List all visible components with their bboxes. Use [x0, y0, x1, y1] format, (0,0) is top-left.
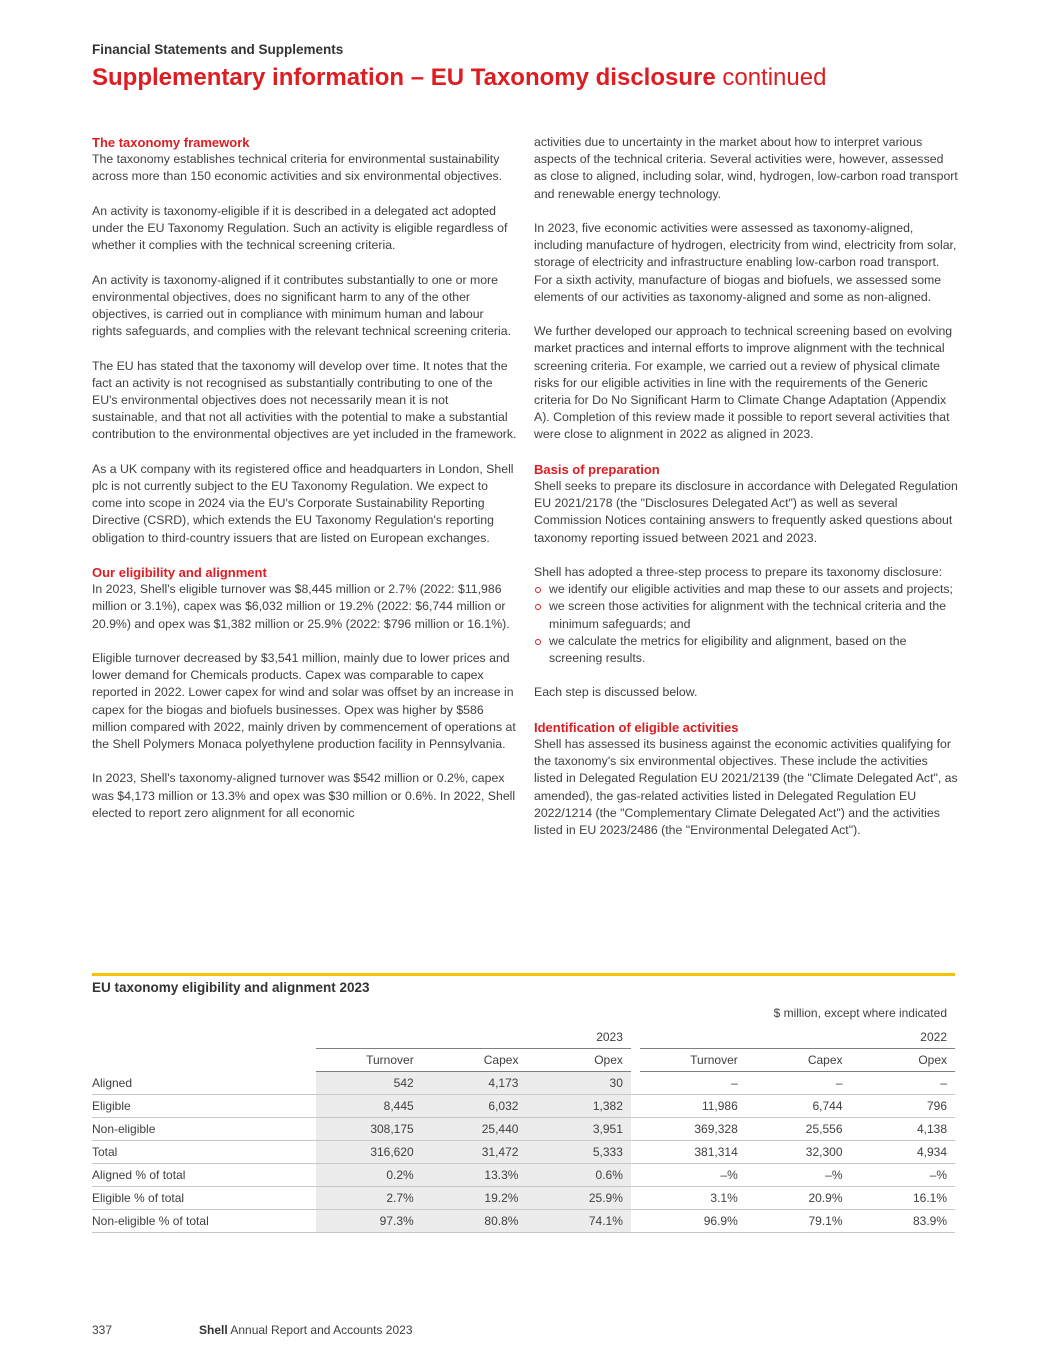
row-label: Aligned % of total — [92, 1164, 316, 1187]
table-cell: 3.1% — [640, 1187, 746, 1210]
table-cell: 19.2% — [422, 1187, 527, 1210]
table-cell: 542 — [316, 1072, 422, 1095]
table-row — [92, 1187, 955, 1210]
framework-heading: The taxonomy framework — [92, 135, 250, 150]
taxonomy-table — [92, 1026, 955, 1233]
table-cell: 4,138 — [851, 1118, 956, 1141]
basis-heading: Basis of preparation — [534, 461, 660, 477]
year-2023-header: 2023 — [526, 1026, 630, 1049]
process-step-item: we screen those activities for alignment with the technical criteria and the minimum safeguards; and — [534, 598, 959, 632]
row-label: Eligible — [92, 1095, 316, 1118]
table-cell: 97.3% — [316, 1210, 422, 1233]
table-cell: 6,032 — [422, 1095, 527, 1118]
eligibility-heading: Our eligibility and alignment — [92, 565, 267, 580]
row-label: Non-eligible — [92, 1118, 316, 1141]
continued-paragraph: activities due to uncertainty in the market about how to interpret various aspects of the technical criteria. Several activities were, however, assessed as close to aligned, including solar, wind, hydrogen, low-carbon road transport and renewable energy technology. — [534, 135, 958, 201]
table-cell: 83.9% — [851, 1210, 956, 1233]
table-cell: – — [851, 1072, 956, 1095]
table-top-rule — [92, 973, 955, 976]
framework-paragraph: An activity is taxonomy-aligned if it contributes substantially to one or more environmental objectives, does no significant harm to any of the other objectives, is carried out in compliance with minimum human and labour rights safeguards, and complies with the relevant technical screening criteria. — [92, 272, 511, 339]
table-cell: 25.9% — [526, 1187, 630, 1210]
table-cell: 74.1% — [526, 1210, 630, 1233]
table-cell: –% — [746, 1164, 851, 1187]
table-cell: 8,445 — [316, 1095, 422, 1118]
table-units-note: $ million, except where indicated — [773, 1006, 947, 1020]
table-cell: – — [746, 1072, 851, 1095]
table-cell: 316,620 — [316, 1141, 422, 1164]
table-cell: 6,744 — [746, 1095, 851, 1118]
continued-paragraph: We further developed our approach to technical screening based on evolving market practices and internal efforts to improve alignment with the technical screening criteria. For example, we carried out a review of physical climate risks for our eligible activities in line with the requirements of the Generic criteria for Do No Significant Harm to Climate Change Adaptation (Appendix A). Completion of this review made it possible to report several activities that were close to alignment in 2022 as aligned in 2023. — [534, 324, 953, 442]
page-title — [92, 64, 826, 92]
eligibility-paragraph: In 2023, Shell's taxonomy-aligned turnover was $542 million or 0.2%, capex was $4,173 million or 13.3% and opex was $30 million or 0.6%. In 2022, Shell elected to report zero alignment for all economic — [92, 771, 516, 820]
table-cell: 4,934 — [851, 1141, 956, 1164]
row-label: Total — [92, 1141, 316, 1164]
right-column — [534, 134, 959, 839]
process-step-list — [534, 581, 959, 667]
section-label: Financial Statements and Supplements — [92, 42, 344, 57]
row-label: Non-eligible % of total — [92, 1210, 316, 1233]
footer-report-title: Annual Report and Accounts 2023 — [230, 1323, 413, 1337]
column-header: Turnover — [316, 1049, 422, 1072]
table-cell: 25,440 — [422, 1118, 527, 1141]
page-number: 337 — [92, 1323, 113, 1337]
process-step-item: we calculate the metrics for eligibility and alignment, based on the screening results. — [534, 633, 959, 667]
continued-paragraph: In 2023, five economic activities were assessed as taxonomy-aligned, including manufacture of hydrogen, electricity from wind, electricity from solar, storage of electricity and infrastructure enabling low-carbon road transport. For a sixth activity, manufacture of biogas and biofuels, we assessed some elements of our activities as taxonomy-aligned and some as non-aligned. — [534, 221, 957, 304]
page-title-main: Supplementary information – EU Taxonomy disclosure — [92, 64, 716, 91]
table-cell: 13.3% — [422, 1164, 527, 1187]
table-cell: 79.1% — [746, 1210, 851, 1233]
column-header: Turnover — [640, 1049, 746, 1072]
table-row — [92, 1118, 955, 1141]
table-row — [92, 1072, 955, 1095]
year-2022-header: 2022 — [851, 1026, 956, 1049]
table-cell: 96.9% — [640, 1210, 746, 1233]
column-header: Opex — [526, 1049, 630, 1072]
process-step-item: we identify our eligible activities and map these to our assets and projects; — [534, 581, 959, 598]
identification-paragraph: Shell has assessed its business against the economic activities qualifying for the taxonomy's six environmental objectives. These include the activities listed in Delegated Regulation EU 2021/2139 (the "Climate Delegated Act", as amended), the gas-related activities listed in Delegated Regulation EU 2022/1214 (the "Complementary Climate Delegated Act") and the activities listed in EU 2023/2486 (the "Environmental Delegated Act"). — [534, 737, 958, 838]
table-cell: 4,173 — [422, 1072, 527, 1095]
column-header: Opex — [851, 1049, 956, 1072]
framework-paragraph: An activity is taxonomy-eligible if it is described in a delegated act adopted under the EU Taxonomy Regulation. Such an activity is eligible regardless of whether it complies with the technical screening criteria. — [92, 203, 508, 253]
table-cell: 32,300 — [746, 1141, 851, 1164]
table-cell: 25,556 — [746, 1118, 851, 1141]
framework-paragraph: The taxonomy establishes technical criteria for environmental sustainability across more than 150 economic activities and six environmental objectives. — [92, 152, 503, 184]
table-cell: – — [640, 1072, 746, 1095]
column-header: Capex — [746, 1049, 851, 1072]
table-cell: 5,333 — [526, 1141, 630, 1164]
row-label: Aligned — [92, 1072, 316, 1095]
basis-paragraph: Shell has adopted a three-step process to prepare its taxonomy disclosure: — [534, 565, 943, 580]
table-cell: 2.7% — [316, 1187, 422, 1210]
table-cell: 31,472 — [422, 1141, 527, 1164]
table-title: EU taxonomy eligibility and alignment 2023 — [92, 980, 370, 995]
framework-paragraph: As a UK company with its registered office and headquarters in London, Shell plc is not currently subject to the EU Taxonomy Regulation. We expect to come into scope in 2024 via the EU's Corporate Sustainability Reporting Directive (CSRD), which extends the EU Taxonomy Regulation's reporting obligation to third-country issuers that are listed on European exchanges. — [92, 461, 514, 545]
table-cell: 1,382 — [526, 1095, 630, 1118]
table-year-row — [92, 1026, 955, 1049]
table-cell: 381,314 — [640, 1141, 746, 1164]
left-column — [92, 134, 517, 822]
table-cell: 11,986 — [640, 1095, 746, 1118]
table-cell: 796 — [851, 1095, 956, 1118]
footer-report-name — [199, 1323, 413, 1337]
table-cell: –% — [851, 1164, 956, 1187]
basis-paragraph: Shell seeks to prepare its disclosure in accordance with Delegated Regulation EU 2021/2178 (the "Disclosures Delegated Act") as well as several Commission Notices containing answers to frequently asked questions about taxonomy reporting issued between 2021 and 2023. — [534, 479, 958, 545]
table-column-header-row — [92, 1049, 955, 1072]
identification-heading: Identification of eligible activities — [534, 719, 739, 735]
basis-paragraph: Each step is discussed below. — [534, 685, 698, 700]
table-cell: –% — [640, 1164, 746, 1187]
table-cell: 3,951 — [526, 1118, 630, 1141]
table-cell: 0.6% — [526, 1164, 630, 1187]
table-row — [92, 1164, 955, 1187]
table-cell: 30 — [526, 1072, 630, 1095]
footer-brand: Shell — [199, 1323, 228, 1337]
eligibility-paragraph: In 2023, Shell's eligible turnover was $8,445 million or 2.7% (2022: $11,986 million or 3.1%), capex was $6,032 million or 19.2% (2022: $6,744 million or 20.9%) and opex was $1,382 million or 25.9% (2022: $796 million or 16.1%). — [92, 582, 510, 631]
table-row — [92, 1095, 955, 1118]
table-body — [92, 1072, 955, 1233]
table-row — [92, 1141, 955, 1164]
page-title-suffix: continued — [722, 64, 827, 91]
table-cell: 369,328 — [640, 1118, 746, 1141]
table-cell: 20.9% — [746, 1187, 851, 1210]
table-cell: 308,175 — [316, 1118, 422, 1141]
table-cell: 80.8% — [422, 1210, 527, 1233]
table-cell: 0.2% — [316, 1164, 422, 1187]
column-header: Capex — [422, 1049, 527, 1072]
table-row — [92, 1210, 955, 1233]
table-cell: 16.1% — [851, 1187, 956, 1210]
framework-paragraph: The EU has stated that the taxonomy will develop over time. It notes that the fact an activity is not recognised as substantially contributing to one of the EU's environmental objectives does not necessarily mean it is not sustainable, and that not all activities with the potential to make a substantial contribution to the environmental objectives are yet included in the framework. — [92, 358, 517, 442]
row-label: Eligible % of total — [92, 1187, 316, 1210]
eligibility-paragraph: Eligible turnover decreased by $3,541 million, mainly due to lower prices and lower demand for Chemicals products. Capex was comparable to capex reported in 2022. Lower capex for wind and solar was offset by an increase in capex for the biogas and biofuels businesses. Opex was higher by $586 million compared with 2022, mainly driven by commencement of operations at the Shell Polymers Monaca polyethylene production facility in Pennsylvania. — [92, 651, 516, 752]
